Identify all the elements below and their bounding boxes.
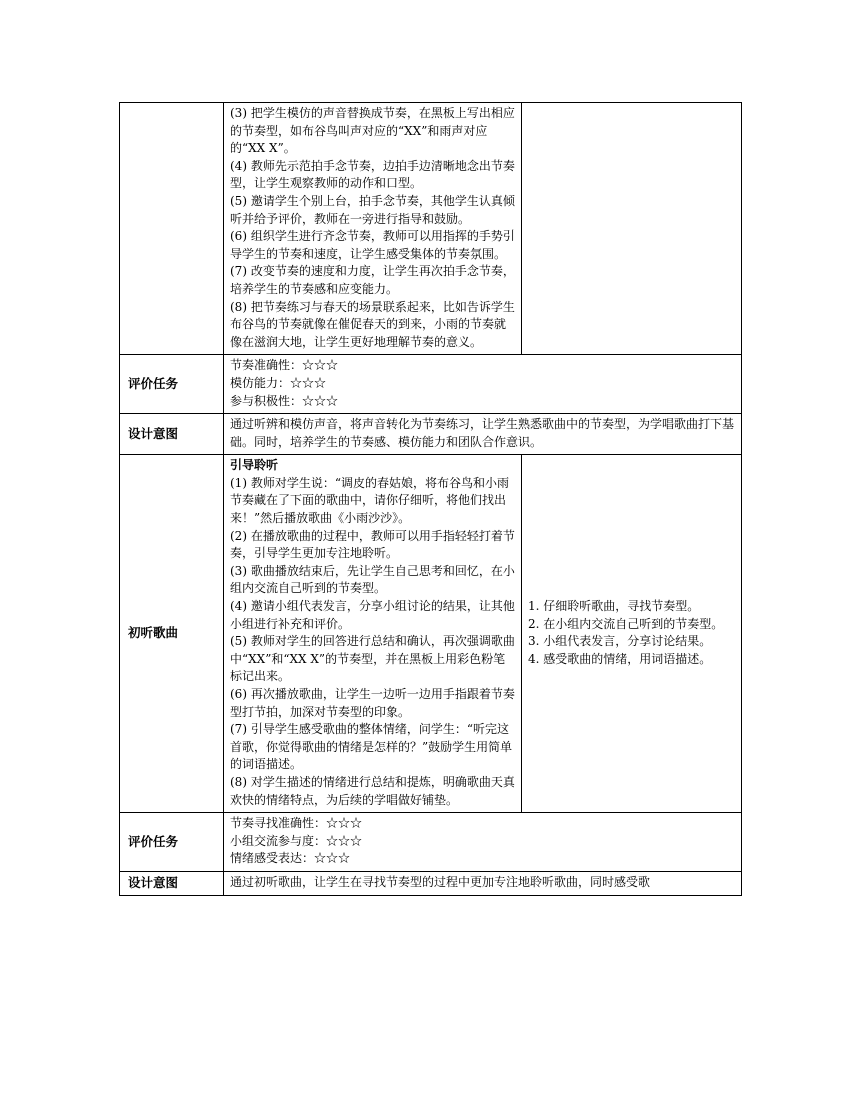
teacher-step: (5) 教师对学生的回答进行总结和确认，再次强调歌曲中“XX”和“XX X”的节奏型，并在黑板上用彩色粉笔标记出来。	[230, 634, 515, 684]
teacher-step: (4) 邀请小组代表发言，分享小组讨论的结果，让其他小组进行补充和评价。	[230, 599, 515, 631]
teacher-step: (7) 引导学生感受歌曲的整体情绪，问学生：“听完这首歌，你觉得歌曲的情绪是怎样的？”鼓励学生用简单的词语描述。	[230, 722, 513, 772]
student-activity-cell	[522, 455, 742, 813]
design-intent-text: 通过初听歌曲，让学生在寻找节奏型的过程中更加专注地聆听歌曲，同时感受歌	[224, 871, 742, 895]
evaluation-label: 评价任务	[120, 355, 224, 414]
evaluation-row	[120, 355, 742, 414]
teacher-step: (2) 在播放歌曲的过程中，教师可以用手指轻轻打着节奏，引导学生更加专注地聆听。	[230, 528, 515, 561]
teacher-step: (6) 再次播放歌曲，让学生一边听一边用手指跟着节奏型打节拍，加深对节奏型的印象。	[230, 687, 515, 719]
design-intent-label: 设计意图	[120, 414, 224, 455]
evaluation-cell	[224, 355, 742, 414]
first-listen-label: 初听歌曲	[120, 455, 224, 813]
student-step: 3. 小组代表发言，分享讨论结果。	[528, 634, 712, 649]
rhythm-practice-row	[120, 103, 742, 355]
student-step: 4. 感受歌曲的情绪，用词语描述。	[528, 651, 712, 666]
teacher-step: (3) 把学生模仿的声音替换成节奏，在黑板上写出相应的节奏型，如布谷鸟叫声对应的“XX”和雨声对应的“XX X”。	[230, 106, 515, 156]
label-cell-empty	[120, 103, 224, 355]
teacher-activity-cell	[224, 455, 522, 813]
teacher-step: (1) 教师对学生说：“调皮的春姑娘，将布谷鸟和小雨节奏藏在了下面的歌曲中，请你仔细听，将他们找出来！”然后播放歌曲《小雨沙沙》。	[230, 475, 509, 526]
student-activity-cell-empty	[522, 103, 742, 355]
design-intent-label: 设计意图	[120, 871, 224, 895]
teacher-step: (6) 组织学生进行齐念节奏，教师可以用指挥的手势引导学生的节奏和速度，让学生感受集体的节奏氛围。	[230, 229, 515, 261]
student-step: 2. 在小组内交流自己听到的节奏型。	[528, 616, 724, 631]
student-step: 1. 仔细聆听歌曲，寻找节奏型。	[528, 599, 700, 614]
design-intent-text: 通过听辨和模仿声音，将声音转化为节奏练习，让学生熟悉歌曲中的节奏型，为学唱歌曲打下基础。同时，培养学生的节奏感、模仿能力和团队合作意识。	[224, 414, 742, 455]
evaluation-cell	[224, 813, 742, 872]
design-intent-row	[120, 414, 742, 455]
teacher-step: (4) 教师先示范拍手念节奏，边拍手边清晰地念出节奏型，让学生观察教师的动作和口型。	[230, 158, 515, 191]
teacher-step: (7) 改变节奏的速度和力度，让学生再次拍手念节奏，培养学生的节奏感和应变能力。	[230, 264, 515, 296]
evaluation-item: 节奏准确性：☆☆☆	[230, 358, 339, 373]
evaluation-item: 模仿能力：☆☆☆	[230, 375, 327, 390]
teacher-step: (3) 歌曲播放结束后，先让学生自己思考和回忆，在小组内交流自己听到的节奏型。	[230, 563, 515, 596]
evaluation-item: 情绪感受表达：☆☆☆	[230, 851, 351, 866]
evaluation-item: 节奏寻找准确性：☆☆☆	[230, 816, 363, 831]
evaluation-row	[120, 813, 742, 872]
evaluation-label: 评价任务	[120, 813, 224, 872]
evaluation-item: 参与积极性：☆☆☆	[230, 393, 339, 408]
design-intent-row	[120, 871, 742, 895]
teacher-step: (8) 把节奏练习与春天的场景联系起来，比如告诉学生布谷鸟的节奏就像在催促春天的到来，小雨的节奏就像在滋润大地，让学生更好地理解节奏的意义。	[230, 299, 515, 349]
teacher-step: (8) 对学生描述的情绪进行总结和提炼，明确歌曲天真欢快的情绪特点，为后续的学唱做好铺垫。	[230, 774, 515, 807]
teacher-activity-cell	[224, 103, 522, 355]
lesson-plan-table	[119, 102, 742, 896]
evaluation-item: 小组交流参与度：☆☆☆	[230, 833, 363, 848]
first-listen-row	[120, 455, 742, 813]
subheading: 引导聆听	[230, 458, 279, 473]
teacher-step: (5) 邀请学生个别上台，拍手念节奏，其他学生认真倾听并给予评价，教师在一旁进行指导和鼓励。	[230, 193, 515, 226]
